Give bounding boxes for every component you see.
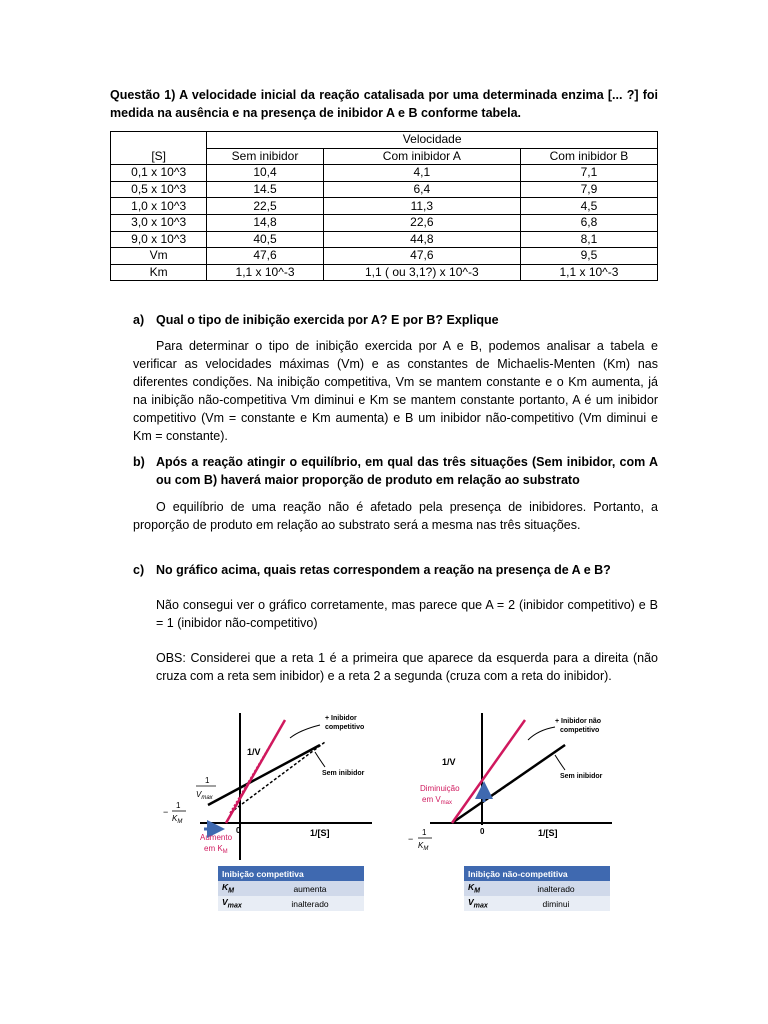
table-cell: 8,1 bbox=[520, 231, 657, 248]
table-cell: 40,5 bbox=[207, 231, 323, 248]
question-c-heading bbox=[133, 561, 658, 579]
question-a-heading bbox=[133, 311, 658, 329]
question-c-text: No gráfico acima, quais retas correspondem a reação na presença de A e B? bbox=[156, 563, 611, 577]
no-inhibitor-line bbox=[208, 745, 320, 805]
table-cell: 6,8 bbox=[520, 214, 657, 231]
noncompetitive-inhibition-table bbox=[464, 866, 610, 911]
table-cell: 6,4 bbox=[323, 181, 520, 198]
table-cell: 4,5 bbox=[520, 198, 657, 215]
table-cell: 11,3 bbox=[323, 198, 520, 215]
mini-table-value: aumenta bbox=[256, 881, 364, 896]
table-cell: 7,1 bbox=[520, 165, 657, 182]
table-row bbox=[111, 214, 658, 231]
table-row bbox=[111, 248, 658, 265]
table-cell: Vm bbox=[111, 248, 207, 265]
column-header: [S] bbox=[111, 148, 207, 165]
origin-label: 0 bbox=[480, 827, 485, 836]
inhibitor-label: competitivo bbox=[325, 724, 365, 731]
table-group-header-row bbox=[111, 132, 658, 149]
competitive-inhibition-table bbox=[218, 866, 364, 911]
inhibitor-label: + Inibidor bbox=[325, 715, 357, 722]
table-cell: 44,8 bbox=[323, 231, 520, 248]
yint-den: $V_{max}$ bbox=[196, 790, 213, 801]
xint-sign: − bbox=[163, 807, 169, 817]
table-row bbox=[111, 231, 658, 248]
mini-table-key: $V_{max}$ bbox=[218, 896, 256, 911]
velocity-table bbox=[110, 131, 658, 281]
xint-num: 1 bbox=[422, 828, 427, 837]
change-label: em $V_{max}$ bbox=[422, 795, 453, 806]
table-cell: 9,5 bbox=[520, 248, 657, 265]
no-inhibitor-label: Sem inibidor bbox=[560, 773, 603, 780]
xint-sign: − bbox=[408, 834, 414, 844]
table-cell: 1,1 x 10^-3 bbox=[520, 264, 657, 281]
table-cell: 22,6 bbox=[323, 214, 520, 231]
question-a-label: a) bbox=[133, 313, 145, 327]
xint-num: 1 bbox=[176, 801, 181, 810]
change-label: Diminuição bbox=[420, 784, 460, 793]
mini-table-value: diminui bbox=[502, 896, 610, 911]
answer-c-2: OBS: Considerei que a reta 1 é a primeira que aparece da esquerda para a direita (não cruza com a reta sem inibidor) e a reta 2 a segunda (cruza com a reta do inibidor). bbox=[156, 651, 658, 683]
label-pointer bbox=[555, 755, 565, 770]
table-cell: 14,8 bbox=[207, 214, 323, 231]
table-row bbox=[111, 181, 658, 198]
question-b-text: Após a reação atingir o equilíbrio, em qual das três situações (Sem inibidor, com A ou com B) haverá maior proporção de produto em relação ao substrato bbox=[156, 455, 658, 487]
table-cell: 14.5 bbox=[207, 181, 323, 198]
xint-den: $K_M$ bbox=[172, 814, 183, 825]
answer-a: Para determinar o tipo de inibição exercida por A e B, podemos analisar a tabela e verificar as velocidades máximas (Vm) e as constantes de Michaelis-Menten (Km) nas diferentes condições. Na inibição competitiva, Vm se mantem constante e o Km aumenta, já na inibição não-competitiva Vm diminui e Km se mantem constante portanto, A é um inibidor competitivo (Vm = constante e Km aumenta) e B um inibidor não-competitivo (Vm diminui e Km = constante). bbox=[133, 339, 658, 443]
mini-table-key: $V_{max}$ bbox=[464, 896, 502, 911]
label-pointer bbox=[290, 725, 320, 738]
table-row bbox=[111, 264, 658, 281]
x-axis-label: 1/[S] bbox=[538, 828, 558, 838]
competitive-inhibitor-line bbox=[226, 720, 285, 823]
table-cell: 3,0 x 10^3 bbox=[111, 214, 207, 231]
answer-b: O equilíbrio de uma reação não é afetado pela presença de inibidores. Portanto, a proporção de produto em relação ao substrato será a mesma nas três situações. bbox=[133, 500, 658, 532]
change-label: em $K_M$ bbox=[204, 844, 228, 855]
mini-table-value: inalterado bbox=[502, 881, 610, 896]
table-cell: 1,0 x 10^3 bbox=[111, 198, 207, 215]
column-header: Com inibidor B bbox=[520, 148, 657, 165]
yint-num: 1 bbox=[205, 776, 210, 785]
table-cell: 9,0 x 10^3 bbox=[111, 231, 207, 248]
table-row bbox=[111, 165, 658, 182]
mini-table-title: Inibição não-competitiva bbox=[464, 866, 610, 881]
origin-label: 0 bbox=[236, 826, 241, 835]
competitive-inhibition-graph bbox=[160, 705, 380, 865]
no-inhibitor-label: Sem inibidor bbox=[322, 770, 365, 777]
change-label: Aumento bbox=[200, 833, 233, 842]
table-cell: 0,5 x 10^3 bbox=[111, 181, 207, 198]
y-axis-label: 1/V bbox=[247, 747, 261, 757]
table-cell: 1,1 ( ou 3,1?) x 10^-3 bbox=[323, 264, 520, 281]
table-cell: 47,6 bbox=[323, 248, 520, 265]
table-cell: 4,1 bbox=[323, 165, 520, 182]
table-cell: 22,5 bbox=[207, 198, 323, 215]
table-cell: 0,1 x 10^3 bbox=[111, 165, 207, 182]
no-inhibitor-data bbox=[482, 745, 565, 803]
no-inhibitor-data bbox=[230, 742, 325, 813]
table-header-row bbox=[111, 148, 658, 165]
table-cell: 7,9 bbox=[520, 181, 657, 198]
x-axis-label: 1/[S] bbox=[310, 828, 330, 838]
table-row bbox=[111, 198, 658, 215]
xint-den: $K_M$ bbox=[418, 841, 429, 852]
question-a-text: Qual o tipo de inibição exercida por A? E por B? Explique bbox=[156, 313, 499, 327]
noncompetitive-inhibitor-line bbox=[452, 720, 525, 823]
mini-table-key: $K_M$ bbox=[464, 881, 502, 896]
table-cell: 47,6 bbox=[207, 248, 323, 265]
y-axis-label: 1/V bbox=[442, 757, 456, 767]
table-cell: 1,1 x 10^-3 bbox=[207, 264, 323, 281]
question-b-label: b) bbox=[133, 455, 145, 469]
label-pointer bbox=[315, 752, 325, 767]
table-cell: 10,4 bbox=[207, 165, 323, 182]
table-cell: Km bbox=[111, 264, 207, 281]
inhibitor-label: competitivo bbox=[560, 727, 600, 734]
question-intro: Questão 1) A velocidade inicial da reação catalisada por uma determinada enzima [... ?] foi medida na ausência e na presença de inibidor A e B conforme tabela. bbox=[110, 88, 658, 120]
group-header: Velocidade bbox=[207, 132, 658, 149]
question-c-label: c) bbox=[133, 563, 145, 577]
column-header: Sem inibidor bbox=[207, 148, 323, 165]
inhibitor-label: + Inibidor não bbox=[555, 718, 602, 725]
mini-table-key: $K_M$ bbox=[218, 881, 256, 896]
noncompetitive-inhibition-graph bbox=[400, 705, 620, 865]
label-pointer bbox=[528, 727, 555, 740]
answer-c-1: Não consegui ver o gráfico corretamente, mas parece que A = 2 (inibidor competitivo) e B = 1 (inibidor não-competitivo) bbox=[156, 598, 658, 630]
mini-table-title: Inibição competitiva bbox=[218, 866, 364, 881]
column-header: Com inibidor A bbox=[323, 148, 520, 165]
question-b-heading bbox=[133, 453, 658, 489]
mini-table-value: inalterado bbox=[256, 896, 364, 911]
